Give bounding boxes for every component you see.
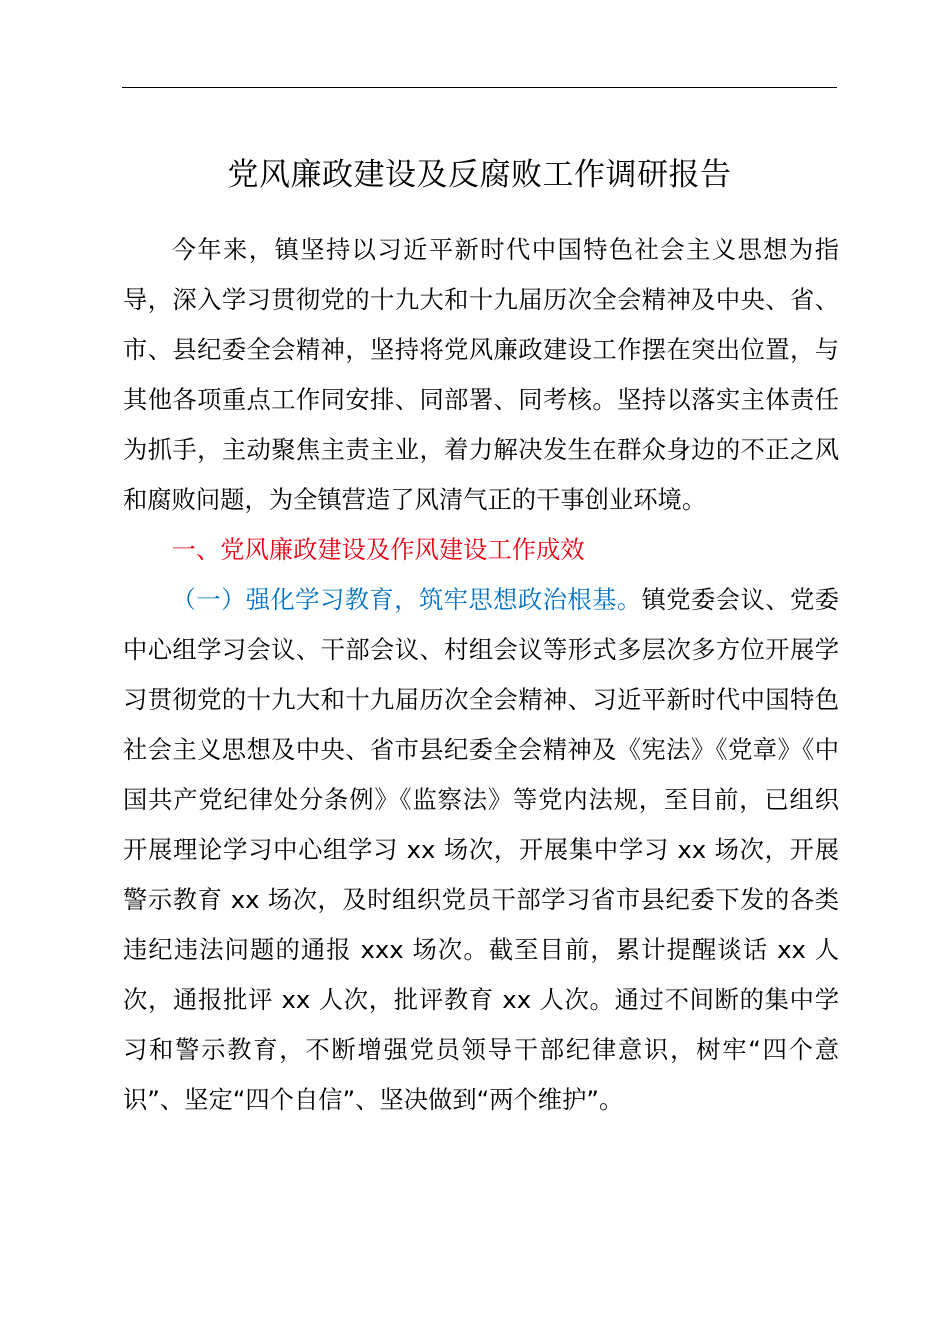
subsection-heading: （一）强化学习教育，筑牢思想政治根基。 bbox=[171, 585, 642, 614]
subsection-text: 镇党委会议、党委中心组学习会议、干部会议、村组会议等形式多层次多方位开展学习贯彻党的十九大和十九届历次全会精神、习近平新时代中国特色社会主义思想及中央、省市县纪委全会精神及《宪法》《党章》《中国共产党纪律处分条例》《监察法》等党内法规，至目前，已组织开展理论学习中心组学习 xx 场次，开展集中学习 xx 场次，开展警示教育 xx 场次，及时组织党员干部学习省市县纪委下发的各类违纪违法问题的通报 xxx 场次。截至目前，累计提醒谈话 xx 人次，通报批评 xx 人次，批评教育 xx 人次。通过不间断的集中学习和警示教育，不断增强党员领导干部纪律意识，树牢“四个意识”、坚定“四个自信”、坚决做到“两个维护”。 bbox=[123, 585, 840, 1114]
intro-paragraph: 今年来，镇坚持以习近平新时代中国特色社会主义思想为指导，深入学习贯彻党的十九大和十九届历次全会精神及中央、省、市、县纪委全会精神，坚持将党风廉政建设工作摆在突出位置，与其他各项重点工作同安排、同部署、同考核。坚持以落实主体责任为抓手，主动聚焦主责主业，着力解决发生在群众身边的不正之风和腐败问题，为全镇营造了风清气正的干事创业环境。 bbox=[123, 235, 839, 514]
header-rule bbox=[122, 87, 837, 88]
section-heading: 一、党风廉政建设及作风建设工作成效 bbox=[171, 535, 585, 564]
subsection-paragraph bbox=[123, 575, 839, 1125]
document-title: 党风廉政建设及反腐败工作调研报告 bbox=[227, 157, 732, 193]
document-body bbox=[123, 225, 839, 1125]
